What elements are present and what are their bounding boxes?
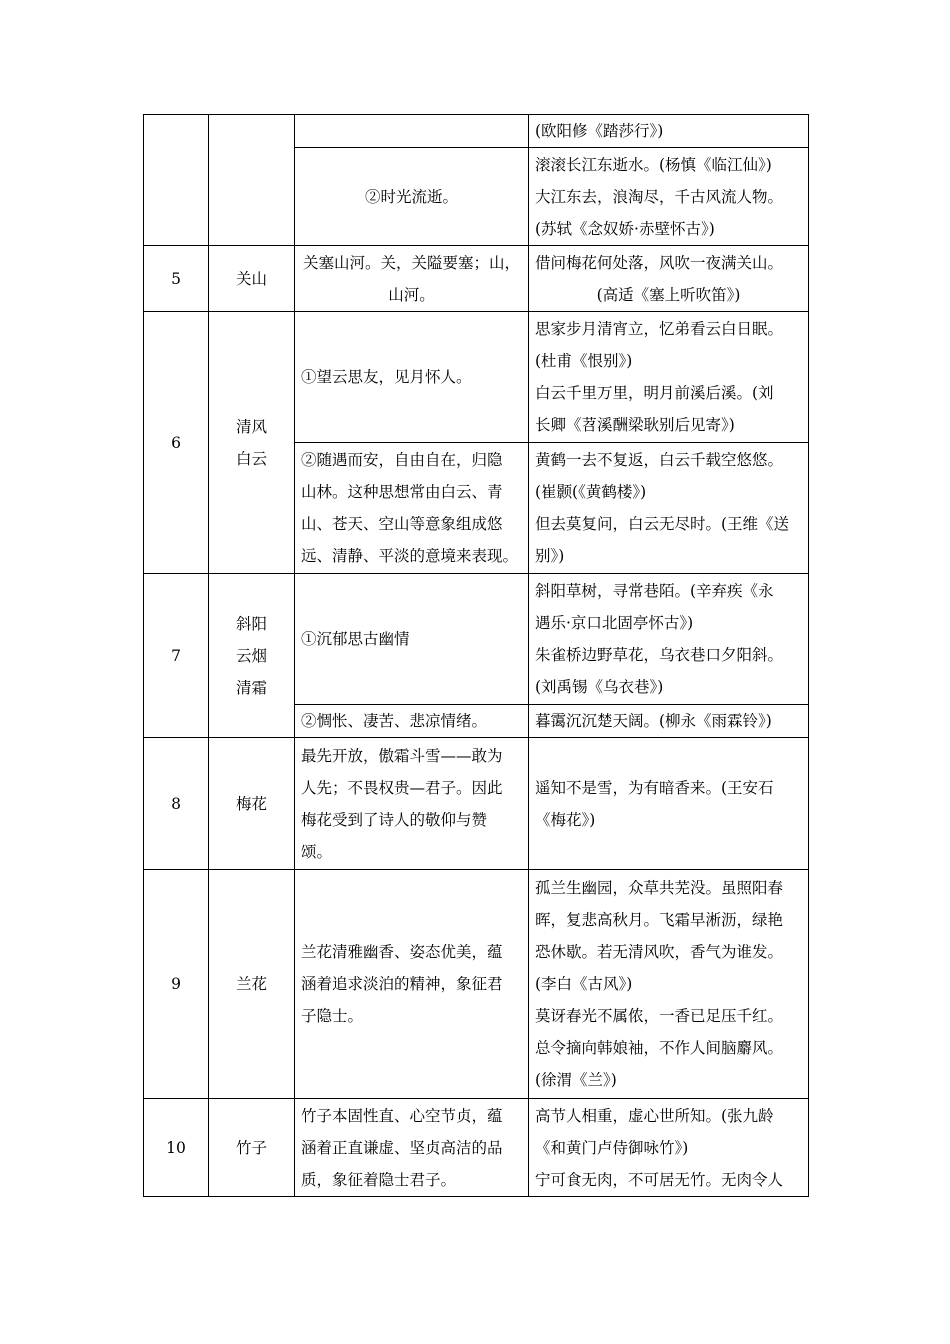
number-cell: 8 [144, 738, 209, 870]
meaning-cell [295, 115, 529, 148]
table-row [144, 870, 809, 1099]
table-row [144, 115, 809, 148]
image-cell: 兰花 [209, 870, 295, 1099]
number-cell: 7 [144, 574, 209, 738]
quote-cell: (欧阳修《踏莎行》) [529, 115, 809, 148]
meaning-cell: ①望云思友，见月怀人。 [295, 312, 529, 443]
quote-cell: 暮霭沉沉楚天阔。(柳永《雨霖铃》) [529, 705, 809, 738]
quote-cell: 黄鹤一去不复返，白云千载空悠悠。 (崔颢(《黄鹤楼》) 但去莫复问，白云无尽时。(王维《送 别》) [529, 443, 809, 574]
table-row [144, 312, 809, 443]
meaning-cell: ②时光流逝。 [295, 148, 529, 246]
quote-cell: 高节人相重，虚心世所知。(张九龄 《和黄门卢侍御咏竹》) 宁可食无肉，不可居无竹。无肉令人 [529, 1099, 809, 1197]
image-cell: 关山 [209, 246, 295, 312]
table-row [144, 1099, 809, 1197]
meaning-cell: 关塞山河。关，关隘要塞；山， 山河。 [295, 246, 529, 312]
meaning-cell: 竹子本固性直、心空节贞，蕴 涵着正直谦虚、坚贞高洁的品 质，象征着隐士君子。 [295, 1099, 529, 1197]
image-cell: 清风 白云 [209, 312, 295, 574]
quote-cell: 孤兰生幽园，众草共芜没。虽照阳春 晖，复悲高秋月。飞霜早淅沥，绿艳 恐休歇。若无清风吹，香气为谁发。 (李白《古风》) 莫讶春光不属侬，一香已足压千红。 总令摘向韩娘袖，不作人间脑麝风。 (徐渭《兰》) [529, 870, 809, 1099]
image-cell: 梅花 [209, 738, 295, 870]
meaning-cell: ②随遇而安，自由自在，归隐 山林。这种思想常由白云、青 山、苍天、空山等意象组成悠 远、清静、平淡的意境来表现。 [295, 443, 529, 574]
quote-cell: 遥知不是雪，为有暗香来。(王安石 《梅花》) [529, 738, 809, 870]
image-cell [209, 115, 295, 246]
meaning-cell: ②惆怅、凄苦、悲凉情绪。 [295, 705, 529, 738]
meaning-cell: ①沉郁思古幽情 [295, 574, 529, 705]
table-row [144, 738, 809, 870]
table-row [144, 246, 809, 312]
quote-cell: 借问梅花何处落，风吹一夜满关山。 (高适《塞上听吹笛》) [529, 246, 809, 312]
image-cell: 竹子 [209, 1099, 295, 1197]
number-cell: 6 [144, 312, 209, 574]
poetry-imagery-table [143, 114, 809, 1197]
number-cell: 9 [144, 870, 209, 1099]
quote-cell: 滚滚长江东逝水。(杨慎《临江仙》) 大江东去，浪淘尽，千古风流人物。 (苏轼《念奴娇·赤壁怀古》) [529, 148, 809, 246]
table-row [144, 574, 809, 705]
number-cell: 5 [144, 246, 209, 312]
image-cell: 斜阳 云烟 清霜 [209, 574, 295, 738]
meaning-cell: 兰花清雅幽香、姿态优美，蕴 涵着追求淡泊的精神，象征君 子隐士。 [295, 870, 529, 1099]
number-cell [144, 115, 209, 246]
quote-cell: 斜阳草树，寻常巷陌。(辛弃疾《永 遇乐·京口北固亭怀古》) 朱雀桥边野草花，乌衣巷口夕阳斜。 (刘禹锡《乌衣巷》) [529, 574, 809, 705]
number-cell: 10 [144, 1099, 209, 1197]
meaning-cell: 最先开放，傲霜斗雪——敢为 人先；不畏权贵—君子。因此 梅花受到了诗人的敬仰与赞 颂。 [295, 738, 529, 870]
quote-cell: 思家步月清宵立，忆弟看云白日眠。 (杜甫《恨别》) 白云千里万里，明月前溪后溪。(刘 长卿《苕溪酬梁耿别后见寄》) [529, 312, 809, 443]
